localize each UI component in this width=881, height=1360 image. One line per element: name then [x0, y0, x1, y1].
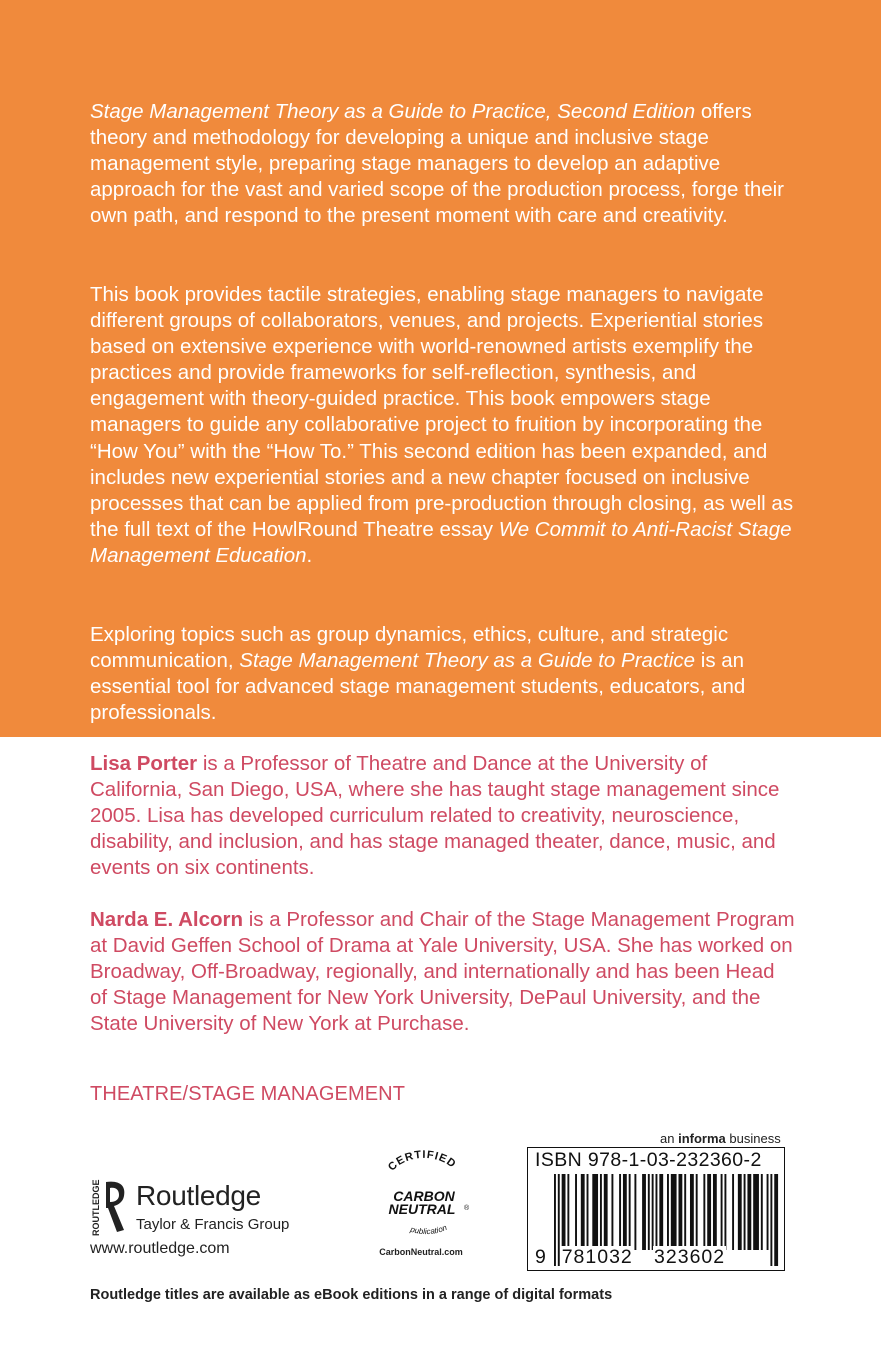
informa-business-text: an informa business — [660, 1131, 781, 1146]
isbn-text: ISBN 978-1-03-232360-2 — [535, 1149, 762, 1171]
blurb-paragraph-2: This book provides tactile strategies, enabling stage managers to navigate different groups of collaborators, venues, and projects. Experiential stories based on extensive experience with world-renowned artists exemplify the practices and provide frameworks for self-reflection, synthesis, and engagement with theory-guided practice. This book empowers stage managers to guide any collaborative project to fruition by incorporating the “How You” with the “How To.” This second edition has been expanded, and includes new experiential stories and a new chapter focused on inclusive processes that can be applied from pre-production through closing, as well as the full text of the HowlRound Theatre essay We Commit to Anti-Racist Stage Management Education. — [90, 283, 794, 567]
book-title: Stage Management Theory as a Guide to Practice — [239, 649, 696, 673]
essay-title: We Commit to Anti-Racist Stage Management Education — [90, 517, 792, 567]
blurb-text: This book provides tactile strategies, enabling stage managers to navigate different groups of collaborators, venues, and projects. Experiential stories based on extensive experience with world-renowned artists exemplify the practices and provide frameworks for self-reflection, synthesis, and engagement with theory-guided practice. This book empowers stage managers to guide any collaborative project to fruition by incorporating the “How You” with the “How To.” This second edition has been expanded, and includes new experiential stories and a new chapter focused on inclusive processes that can be applied from pre-production through closing, as well as the full text of the HowlRound Theatre essay — [90, 283, 794, 541]
subject-category: THEATRE/STAGE MANAGEMENT — [90, 1083, 406, 1105]
author-bio-1: Lisa Porter is a Professor of Theatre and Dance at the University of California, San Diego, USA, where she has taught stage management since 2005. Lisa has developed curriculum related to creativity, neuroscience, disability, and inclusion, and has stage managed theater, dance, music, and events on six continents. — [90, 752, 780, 880]
isbn-barcode — [527, 1147, 785, 1271]
neutral-text: NEUTRAL — [388, 1201, 456, 1217]
registered-mark: ® — [464, 1205, 470, 1212]
certified-text: CERTIFIED — [385, 1150, 459, 1174]
author-name: Lisa Porter — [90, 752, 198, 775]
book-title: Stage Management Theory as a Guide to Practice, Second Edition — [90, 100, 696, 123]
carbon-text: CARBON — [393, 1188, 455, 1204]
routledge-r-icon — [90, 1178, 130, 1236]
blurb-text: Exploring topics such as group dynamics, ethics, culture, and strategic communication, — [90, 623, 729, 673]
publisher-url: www.routledge.com — [90, 1240, 230, 1257]
ebook-notice: Routledge titles are available as eBook editions in a range of digital formats — [90, 1287, 613, 1303]
author-bio-2: Narda E. Alcorn is a Professor and Chair of the Stage Management Program at David Geffen School of Drama at Yale University, USA. She has worked on Broadway, Off-Broadway, regionally, and internationally and has been Head of Stage Management for New York University, DePaul University, and the State University of New York at Purchase. — [90, 908, 795, 1036]
blurb-paragraph-3 — [90, 622, 800, 726]
carbon-neutral-logo-icon — [372, 1150, 482, 1260]
blurb-text: is an essential tool for advanced stage management students, educators, and professionals. — [90, 649, 746, 725]
blurb-text: offers theory and methodology for developing a unique and inclusive stage management style, preparing stage managers to develop an adaptive approach for the vast and varied scope of the production process, forge their own path, and respond to the present moment with care and creativity. — [90, 100, 784, 228]
carbon-neutral-url: CarbonNeutral.com — [379, 1247, 463, 1257]
barcode-digits: 9 781032 323602 — [535, 1246, 726, 1268]
routledge-logo — [90, 1178, 350, 1238]
publication-text: publication — [409, 1223, 449, 1237]
publisher-group: Taylor & Francis Group — [136, 1216, 290, 1233]
publisher-name: Routledge — [136, 1180, 261, 1211]
author-name: Narda E. Alcorn — [90, 908, 244, 931]
svg-text:publication — [408, 1223, 448, 1236]
blurb-paragraph-1 — [90, 99, 800, 229]
routledge-side-text: ROUTLEDGE — [91, 1179, 101, 1236]
svg-text:CERTIFIED — [386, 1150, 458, 1173]
